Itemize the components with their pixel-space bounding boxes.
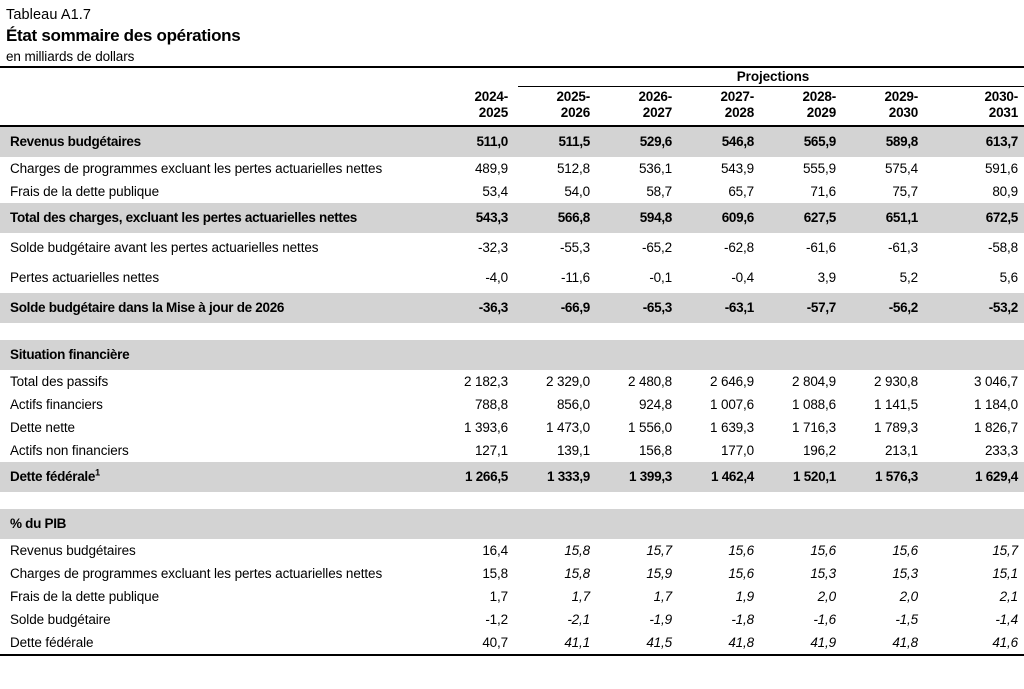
cell-value: 15,7 bbox=[646, 543, 672, 558]
cell-value: 1 088,6 bbox=[792, 397, 836, 412]
cell-value: 1 399,3 bbox=[600, 462, 682, 492]
section-heading-blank bbox=[682, 340, 764, 370]
cell-value: -58,8 bbox=[987, 240, 1018, 255]
cell-value: 127,1 bbox=[474, 443, 508, 458]
cell-value: -61,6 bbox=[805, 240, 836, 255]
cell-value: 2,0 bbox=[899, 589, 918, 604]
footnote-marker: 1 bbox=[95, 467, 100, 478]
year-line-2: 2025 bbox=[478, 105, 508, 120]
year-header-row bbox=[0, 87, 1024, 126]
cell-value: 566,8 bbox=[518, 203, 600, 233]
cell-value: 1 393,6 bbox=[464, 420, 508, 435]
cell-value: 15,9 bbox=[646, 566, 672, 581]
cell-value: 511,0 bbox=[436, 126, 518, 157]
table-row bbox=[0, 370, 1024, 393]
cell-value: 40,7 bbox=[482, 635, 508, 650]
cell-value: 15,6 bbox=[728, 566, 754, 581]
cell-value: 1,7 bbox=[571, 589, 590, 604]
projections-span-header: Projections bbox=[518, 68, 1024, 87]
cell-value: 546,8 bbox=[682, 126, 764, 157]
cell-value: 15,6 bbox=[728, 543, 754, 558]
cell-value: -1,2 bbox=[485, 612, 508, 627]
column-header-2028-2029 bbox=[764, 87, 846, 126]
cell-value: 489,9 bbox=[474, 161, 508, 176]
table-row bbox=[0, 393, 1024, 416]
cell-value: -56,2 bbox=[846, 293, 928, 323]
column-header-2025-2026 bbox=[518, 87, 600, 126]
cell-value: -61,3 bbox=[887, 240, 918, 255]
cell-value: 2 930,8 bbox=[874, 374, 918, 389]
table-row bbox=[0, 233, 1024, 263]
title-block bbox=[0, 0, 1024, 66]
cell-value: 15,8 bbox=[564, 566, 590, 581]
cell-value: 2 804,9 bbox=[792, 374, 836, 389]
column-header-2030-2031 bbox=[928, 87, 1024, 126]
table-head bbox=[0, 67, 1024, 126]
cell-value: 177,0 bbox=[720, 443, 754, 458]
table-number: Tableau A1.7 bbox=[6, 7, 92, 23]
section-heading-blank bbox=[846, 340, 928, 370]
row-label-dette-federale bbox=[0, 462, 436, 492]
table-row bbox=[0, 585, 1024, 608]
cell-value: 1 629,4 bbox=[928, 462, 1024, 492]
cell-value: -62,8 bbox=[723, 240, 754, 255]
cell-value: -1,8 bbox=[731, 612, 754, 627]
row-label-total-charges: Total des charges, excluant les pertes actuarielles nettes bbox=[0, 203, 436, 233]
cell-value: 15,3 bbox=[810, 566, 836, 581]
cell-value: 15,6 bbox=[892, 543, 918, 558]
row-label-pib-charges-programmes: Charges de programmes excluant les pertes actuarielles nettes bbox=[10, 566, 383, 581]
year-line-2: 2027 bbox=[642, 105, 672, 120]
cell-value: 609,6 bbox=[682, 203, 764, 233]
header-blank-current-year bbox=[436, 68, 518, 87]
cell-value: -4,0 bbox=[485, 270, 508, 285]
cell-value: 139,1 bbox=[556, 443, 590, 458]
column-header-2026-2027 bbox=[600, 87, 682, 126]
cell-value: -32,3 bbox=[477, 240, 508, 255]
row-label-total-passifs: Total des passifs bbox=[10, 374, 109, 389]
year-line-1: 2026- bbox=[638, 89, 672, 104]
cell-value: 672,5 bbox=[928, 203, 1024, 233]
table-row bbox=[0, 631, 1024, 655]
table-row bbox=[0, 180, 1024, 203]
year-line-2: 2026 bbox=[560, 105, 590, 120]
cell-value: 1 007,6 bbox=[710, 397, 754, 412]
cell-value: 543,9 bbox=[720, 161, 754, 176]
row-label-charges-programmes: Charges de programmes excluant les pertes actuarielles nettes bbox=[10, 161, 383, 176]
section-heading-blank bbox=[682, 509, 764, 539]
cell-value: 15,7 bbox=[992, 543, 1018, 558]
row-label-pib-solde-budgetaire: Solde budgétaire bbox=[10, 612, 111, 627]
section-heading-blank bbox=[518, 509, 600, 539]
cell-value: 575,4 bbox=[884, 161, 918, 176]
section-heading-blank bbox=[436, 509, 518, 539]
cell-value: 41,8 bbox=[728, 635, 754, 650]
cell-value: -11,6 bbox=[560, 270, 590, 285]
cell-value: 565,9 bbox=[764, 126, 846, 157]
table-row bbox=[0, 562, 1024, 585]
cell-value: 1 141,5 bbox=[874, 397, 918, 412]
cell-value: 1,7 bbox=[653, 589, 672, 604]
table-row bbox=[0, 608, 1024, 631]
cell-value: -1,5 bbox=[895, 612, 918, 627]
cell-value: 2,1 bbox=[999, 589, 1018, 604]
cell-value: 1,9 bbox=[735, 589, 754, 604]
cell-value: 233,3 bbox=[984, 443, 1018, 458]
cell-value: -57,7 bbox=[764, 293, 846, 323]
table-row bbox=[0, 416, 1024, 439]
cell-value: 5,2 bbox=[899, 270, 918, 285]
section-heading-row bbox=[0, 509, 1024, 539]
cell-value: 15,1 bbox=[992, 566, 1018, 581]
cell-value: 856,0 bbox=[556, 397, 590, 412]
cell-value: 511,5 bbox=[518, 126, 600, 157]
cell-value: 41,9 bbox=[810, 635, 836, 650]
row-label-actifs-non-financiers: Actifs non financiers bbox=[10, 443, 129, 458]
cell-value: 594,8 bbox=[600, 203, 682, 233]
cell-value: 1 333,9 bbox=[518, 462, 600, 492]
year-line-2: 2031 bbox=[988, 105, 1018, 120]
section-heading-blank bbox=[600, 509, 682, 539]
cell-value: 2 646,9 bbox=[710, 374, 754, 389]
cell-value: 1 473,0 bbox=[546, 420, 590, 435]
cell-value: -2,1 bbox=[567, 612, 590, 627]
cell-value: 156,8 bbox=[638, 443, 672, 458]
projections-header-row bbox=[0, 68, 1024, 87]
year-line-1: 2024- bbox=[474, 89, 508, 104]
cell-value: 1 789,3 bbox=[874, 420, 918, 435]
year-line-1: 2029- bbox=[884, 89, 918, 104]
cell-value: 613,7 bbox=[928, 126, 1024, 157]
cell-value: -66,9 bbox=[518, 293, 600, 323]
year-line-2: 2028 bbox=[724, 105, 754, 120]
cell-value: -1,9 bbox=[649, 612, 672, 627]
cell-value: 41,8 bbox=[892, 635, 918, 650]
section-heading-pct-pib: % du PIB bbox=[0, 509, 436, 539]
cell-value: -65,2 bbox=[641, 240, 672, 255]
table-row bbox=[0, 439, 1024, 462]
section-heading-blank bbox=[928, 509, 1024, 539]
cell-value: 924,8 bbox=[638, 397, 672, 412]
year-line-2: 2030 bbox=[888, 105, 918, 120]
column-header-2024-2025 bbox=[436, 87, 518, 126]
cell-value: 591,6 bbox=[984, 161, 1018, 176]
section-heading-blank bbox=[600, 340, 682, 370]
cell-value: 58,7 bbox=[646, 184, 672, 199]
cell-value: 41,5 bbox=[646, 635, 672, 650]
cell-value: 2 182,3 bbox=[464, 374, 508, 389]
cell-value: -1,4 bbox=[995, 612, 1018, 627]
year-line-1: 2025- bbox=[556, 89, 590, 104]
cell-value: 196,2 bbox=[802, 443, 836, 458]
section-heading-blank bbox=[518, 340, 600, 370]
footnote-text bbox=[0, 656, 1024, 658]
header-row-label bbox=[0, 87, 436, 126]
cell-value: 15,8 bbox=[564, 543, 590, 558]
cell-value: 1 639,3 bbox=[710, 420, 754, 435]
section-heading-blank bbox=[436, 340, 518, 370]
page-title: État sommaire des opérations bbox=[6, 26, 241, 45]
row-label-pib-revenus-budgetaires: Revenus budgétaires bbox=[10, 543, 136, 558]
table-row bbox=[0, 157, 1024, 180]
section-heading-blank bbox=[764, 509, 846, 539]
row-label-revenus-budgetaires: Revenus budgétaires bbox=[0, 126, 436, 157]
cell-value: 1 716,3 bbox=[792, 420, 836, 435]
cell-value: -55,3 bbox=[559, 240, 590, 255]
cell-value: 213,1 bbox=[884, 443, 918, 458]
row-label-text: Dette fédérale bbox=[10, 469, 96, 484]
section-gap bbox=[0, 323, 1024, 340]
cell-value: -0,1 bbox=[649, 270, 672, 285]
cell-value: 543,3 bbox=[436, 203, 518, 233]
cell-value: 788,8 bbox=[474, 397, 508, 412]
cell-value: -65,3 bbox=[600, 293, 682, 323]
cell-value: 2 329,0 bbox=[546, 374, 590, 389]
year-line-1: 2030- bbox=[984, 89, 1018, 104]
cell-value: 15,3 bbox=[892, 566, 918, 581]
cell-value: 41,1 bbox=[564, 635, 590, 650]
cell-value: 651,1 bbox=[846, 203, 928, 233]
section-heading-blank bbox=[928, 340, 1024, 370]
cell-value: 5,6 bbox=[999, 270, 1018, 285]
row-label-dette-nette: Dette nette bbox=[10, 420, 75, 435]
year-line-1: 2027- bbox=[720, 89, 754, 104]
cell-value: 15,6 bbox=[810, 543, 836, 558]
cell-value: 3,9 bbox=[817, 270, 836, 285]
cell-value: 1,7 bbox=[489, 589, 508, 604]
section-heading-blank bbox=[846, 509, 928, 539]
cell-value: 71,6 bbox=[810, 184, 836, 199]
table-row bbox=[0, 203, 1024, 233]
section-gap bbox=[0, 492, 1024, 509]
table-row bbox=[0, 293, 1024, 323]
cell-value: 2,0 bbox=[817, 589, 836, 604]
cell-value: -1,6 bbox=[813, 612, 836, 627]
row-label-solde-mise-a-jour: Solde budgétaire dans la Mise à jour de 2026 bbox=[0, 293, 436, 323]
table-row bbox=[0, 462, 1024, 492]
section-heading-blank bbox=[764, 340, 846, 370]
cell-value: 1 826,7 bbox=[974, 420, 1018, 435]
section-heading-situation-financiere: Situation financière bbox=[0, 340, 436, 370]
table-row bbox=[0, 539, 1024, 562]
row-label-pib-dette-federale: Dette fédérale bbox=[10, 635, 94, 650]
cell-value: 529,6 bbox=[600, 126, 682, 157]
row-label-solde-avant-pertes: Solde budgétaire avant les pertes actuarielles nettes bbox=[10, 240, 319, 255]
column-header-2029-2030 bbox=[846, 87, 928, 126]
cell-value: 75,7 bbox=[892, 184, 918, 199]
cell-value: 555,9 bbox=[802, 161, 836, 176]
row-label-pib-frais-dette: Frais de la dette publique bbox=[10, 589, 159, 604]
section-heading-row bbox=[0, 340, 1024, 370]
cell-value: 41,6 bbox=[992, 635, 1018, 650]
cell-value: 1 462,4 bbox=[682, 462, 764, 492]
cell-value: 1 556,0 bbox=[628, 420, 672, 435]
row-label-actifs-financiers: Actifs financiers bbox=[10, 397, 103, 412]
cell-value: 1 576,3 bbox=[846, 462, 928, 492]
cell-value: 627,5 bbox=[764, 203, 846, 233]
cell-value: 512,8 bbox=[556, 161, 590, 176]
cell-value: 2 480,8 bbox=[628, 374, 672, 389]
cell-value: 536,1 bbox=[638, 161, 672, 176]
cell-value: 80,9 bbox=[992, 184, 1018, 199]
cell-value: 53,4 bbox=[482, 184, 508, 199]
cell-value: 15,8 bbox=[482, 566, 508, 581]
cell-value: 16,4 bbox=[482, 543, 508, 558]
cell-value: -63,1 bbox=[682, 293, 764, 323]
year-line-1: 2028- bbox=[802, 89, 836, 104]
cell-value: 1 184,0 bbox=[974, 397, 1018, 412]
cell-value: 3 046,7 bbox=[974, 374, 1018, 389]
cell-value: -0,4 bbox=[731, 270, 754, 285]
year-line-2: 2029 bbox=[806, 105, 836, 120]
row-label-pertes-actuarielles: Pertes actuarielles nettes bbox=[10, 270, 159, 285]
cell-value: 65,7 bbox=[728, 184, 754, 199]
cell-value: 1 520,1 bbox=[764, 462, 846, 492]
table-body bbox=[0, 126, 1024, 656]
column-header-2027-2028 bbox=[682, 87, 764, 126]
table-units: en milliards de dollars bbox=[6, 49, 135, 64]
cell-value: -36,3 bbox=[436, 293, 518, 323]
cell-value: 54,0 bbox=[564, 184, 590, 199]
cell-value: -53,2 bbox=[928, 293, 1024, 323]
header-blank-label bbox=[0, 68, 436, 87]
row-label-frais-dette-publique: Frais de la dette publique bbox=[10, 184, 159, 199]
table-row bbox=[0, 263, 1024, 293]
summary-statement-table bbox=[0, 66, 1024, 656]
table-row bbox=[0, 126, 1024, 157]
cell-value: 589,8 bbox=[846, 126, 928, 157]
cell-value: 1 266,5 bbox=[436, 462, 518, 492]
